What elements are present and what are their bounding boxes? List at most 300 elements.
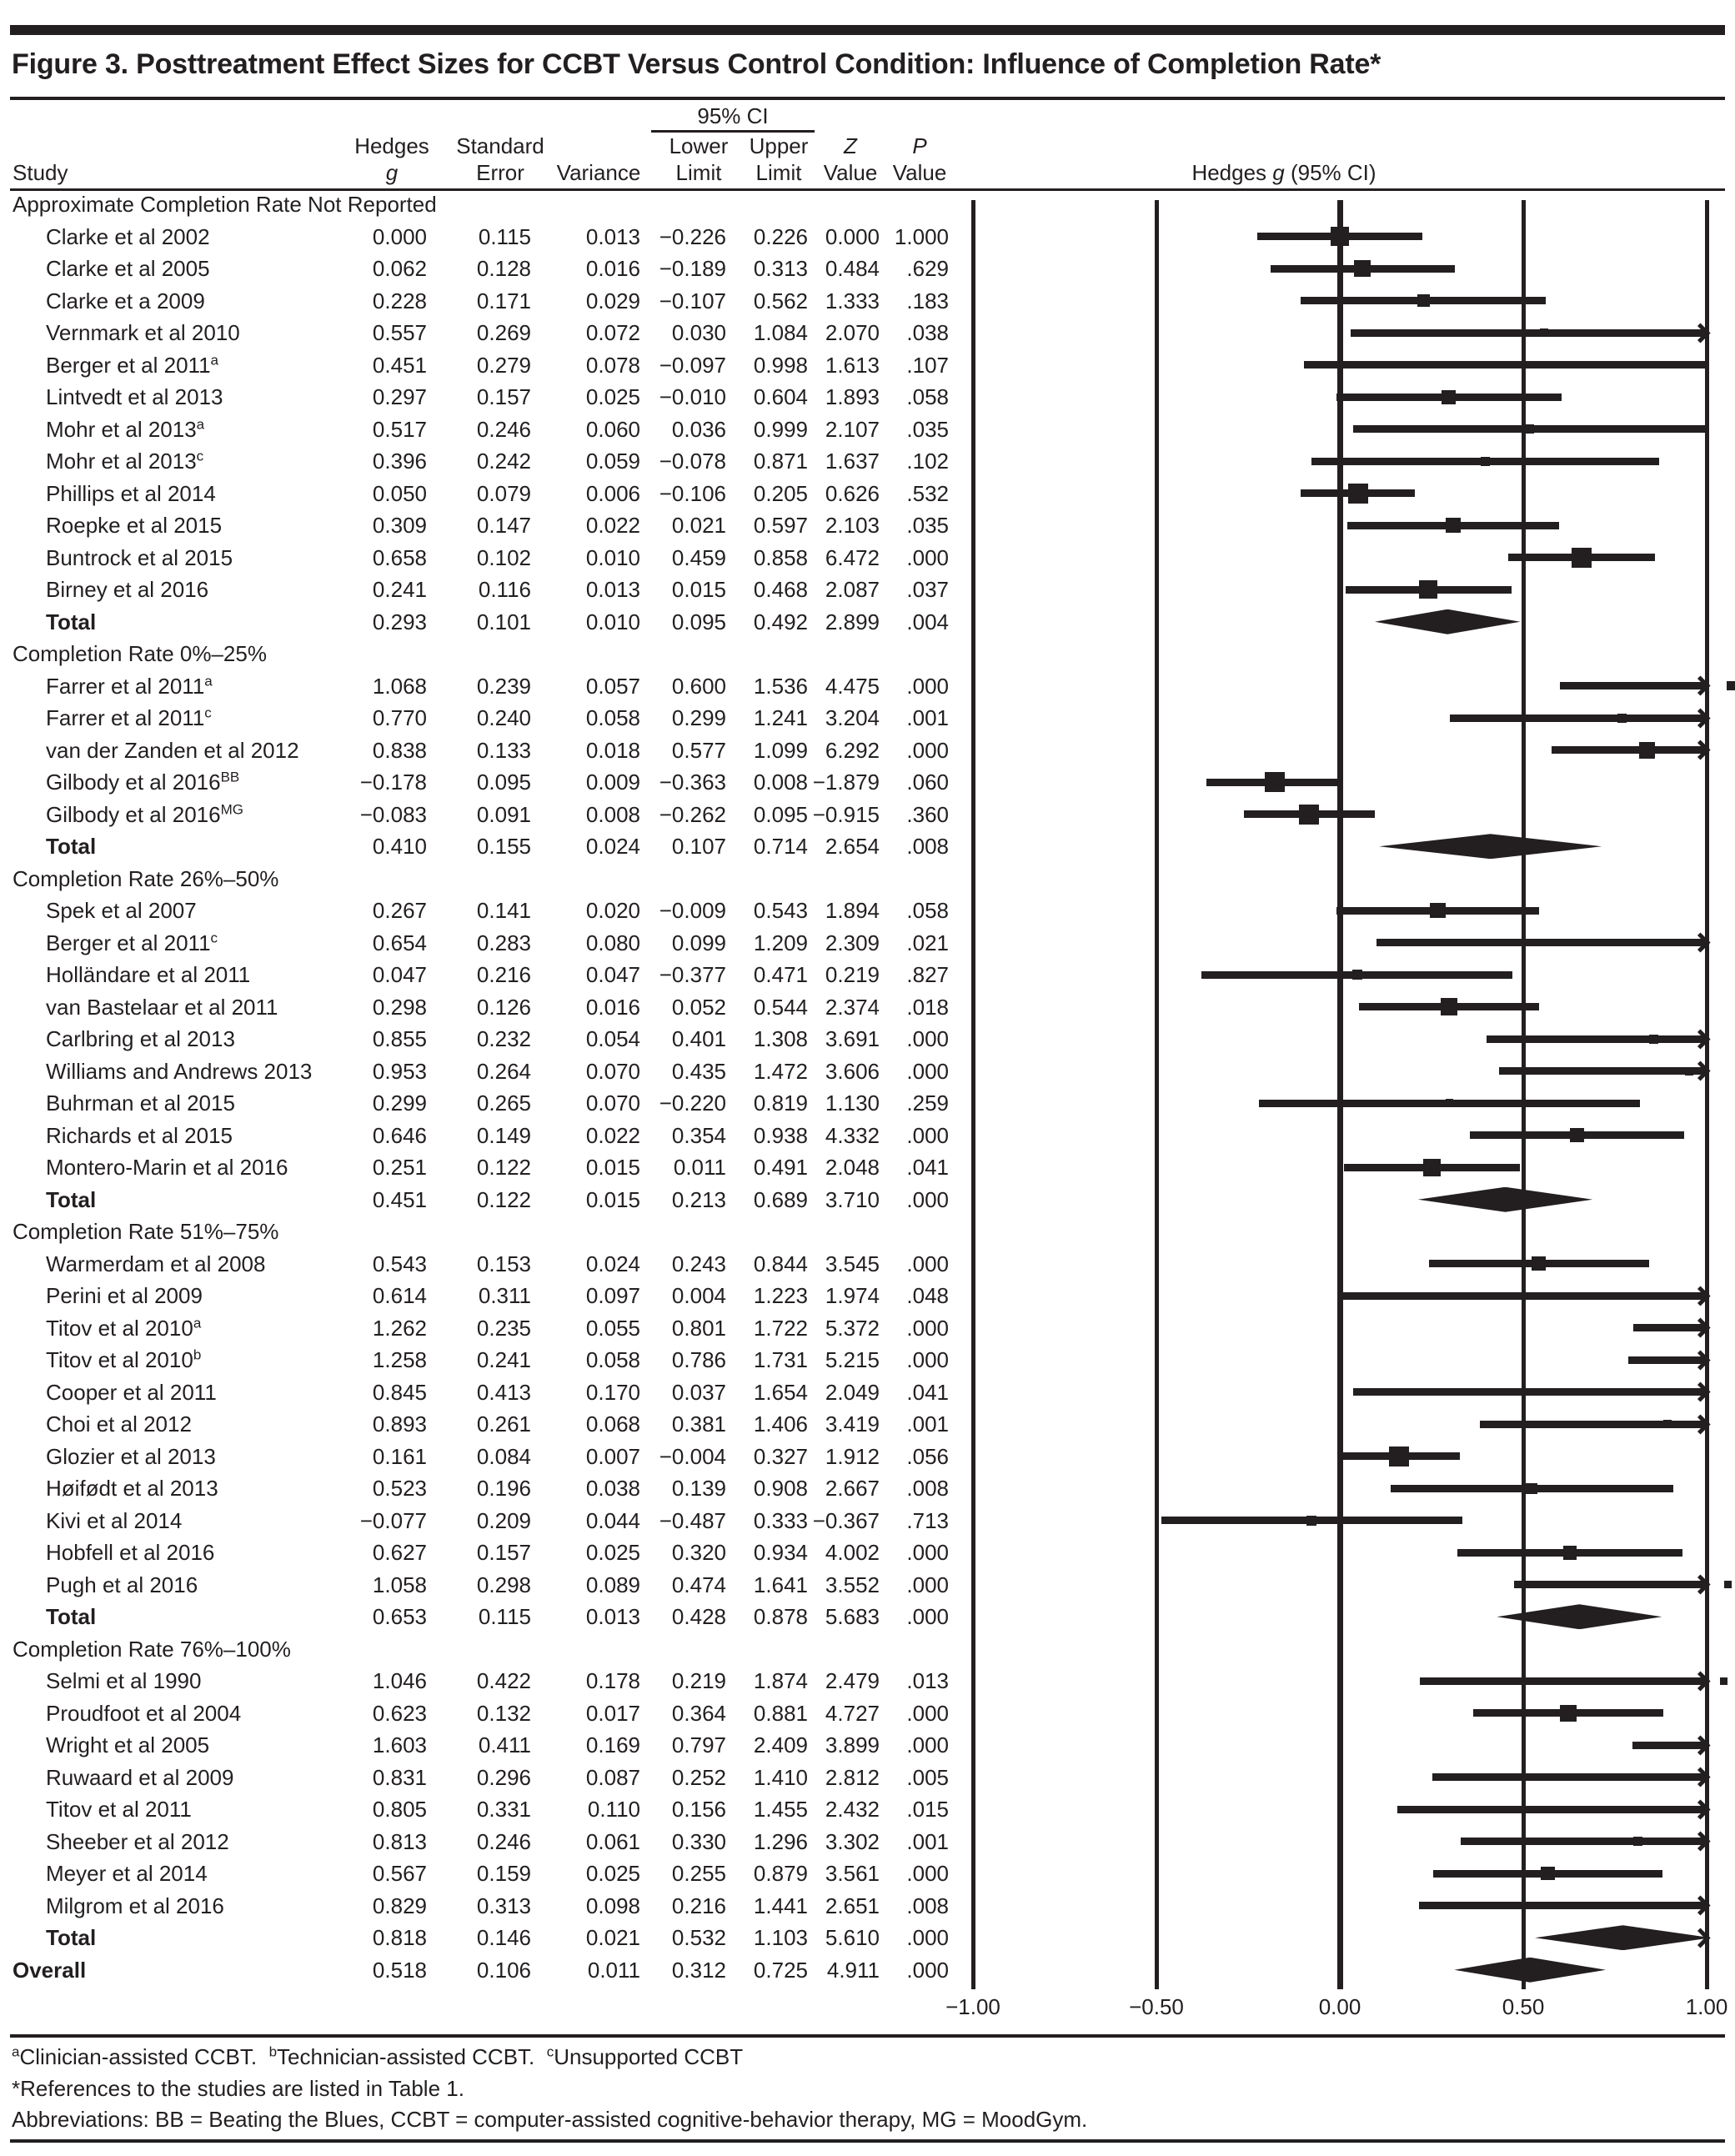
cell-g: 1.068 (372, 673, 427, 699)
point-estimate-marker (1576, 939, 1583, 946)
cell-lower: 0.216 (671, 1893, 726, 1918)
cell-lower: 0.435 (671, 1058, 726, 1084)
cell-variance: 0.021 (585, 1925, 640, 1950)
point-estimate-marker (1354, 260, 1371, 277)
cell-z: 1.974 (825, 1283, 880, 1308)
table-row (0, 766, 1735, 799)
cell-p: .000 (906, 1026, 949, 1051)
header-95ci: 95% CI (697, 103, 769, 128)
study-label: Richards et al 2015 (46, 1122, 233, 1148)
cell-se: 0.413 (476, 1379, 531, 1405)
axis-tick-label: 0.50 (1502, 1994, 1545, 2019)
cell-p: .102 (906, 449, 949, 474)
cell-upper: 1.103 (753, 1925, 808, 1950)
cell-variance: 0.022 (585, 513, 640, 538)
cell-variance: 0.058 (585, 1347, 640, 1372)
cell-z: −1.879 (812, 770, 880, 795)
cell-variance: 0.018 (585, 737, 640, 763)
cell-lower: −0.010 (659, 384, 726, 409)
cell-se: 0.283 (476, 930, 531, 955)
table-row (0, 285, 1735, 318)
point-estimate-marker (1646, 1388, 1653, 1396)
table-row (0, 1120, 1735, 1152)
figure-title: Figure 3. Posttreatment Effect Sizes for CCBT Versus Control Condition: Influence of Completion Rate* (12, 48, 1381, 80)
ci-arrow-right-icon (1690, 1382, 1710, 1402)
study-label: Total (46, 1925, 97, 1950)
cell-upper: 0.226 (753, 223, 808, 249)
cell-z: 5.372 (825, 1315, 880, 1341)
cell-g: 0.646 (372, 1122, 427, 1148)
cell-z: 0.000 (825, 223, 880, 249)
study-superscript: a (196, 415, 205, 432)
cell-upper: 0.871 (753, 449, 808, 474)
point-estimate-marker (1633, 1837, 1642, 1846)
cell-lower: 0.312 (671, 1957, 726, 1983)
cell-se: 0.106 (476, 1957, 531, 1983)
table-row (0, 1858, 1735, 1890)
cell-se: 0.128 (476, 256, 531, 281)
point-estimate-marker (1639, 742, 1656, 759)
cell-upper: 0.714 (753, 834, 808, 859)
cell-z: 3.899 (825, 1732, 880, 1757)
cell-z: 2.432 (825, 1797, 880, 1822)
point-estimate-marker (1632, 1806, 1639, 1813)
cell-p: .000 (906, 1186, 949, 1212)
cell-g: 0.517 (372, 416, 427, 442)
cell-lower: −0.106 (659, 480, 726, 506)
cell-g: 0.410 (372, 834, 427, 859)
table-row (0, 991, 1735, 1024)
cell-lower: 0.474 (671, 1572, 726, 1597)
point-estimate-marker (1640, 1902, 1647, 1909)
plot-header-g: g (1272, 160, 1285, 185)
cell-variance: 0.072 (585, 320, 640, 345)
header-study: Study (13, 160, 68, 185)
ci-bar (1397, 1806, 1707, 1813)
study-label: Perini et al 2009 (46, 1283, 203, 1308)
point-estimate-marker (1417, 294, 1430, 307)
table-row (0, 1954, 1735, 1987)
cell-se: 0.159 (476, 1861, 531, 1886)
table-row (0, 445, 1735, 478)
cell-upper: 1.296 (753, 1828, 808, 1854)
cell-z: −0.915 (812, 801, 880, 827)
study-label: Mohr et al 2013$^c$ (46, 448, 204, 474)
section-header-row (0, 1216, 1735, 1248)
header-upper: Upper (749, 133, 809, 158)
ci-arrow-right-icon (1690, 1318, 1710, 1338)
ci-arrow-right-icon (1690, 1575, 1710, 1595)
table-row (0, 1472, 1735, 1505)
header-standard: Standard (456, 133, 544, 158)
cell-g: 0.653 (372, 1604, 427, 1629)
ci-bar (1560, 682, 1707, 689)
study-label: Farrer et al 2011$^a$ (46, 672, 213, 699)
cell-z: 4.002 (825, 1540, 880, 1565)
cell-upper: 1.731 (753, 1347, 808, 1372)
cell-variance: 0.070 (585, 1091, 640, 1116)
cell-p: .000 (906, 1604, 949, 1629)
header-limit-lower: Limit (675, 160, 722, 185)
point-estimate-marker (1727, 681, 1735, 690)
point-estimate-marker (1299, 805, 1319, 825)
cell-lower: 0.011 (673, 1155, 726, 1180)
cell-se: 0.279 (476, 352, 531, 378)
footnote-sup: c (546, 2043, 554, 2060)
point-estimate-marker (1532, 1256, 1546, 1271)
axis-tick-label: 1.00 (1685, 1994, 1728, 2019)
cell-variance: 0.015 (585, 1186, 640, 1212)
study-label: Roepke et al 2015 (46, 513, 223, 538)
ci-arrow-right-icon (1690, 676, 1710, 696)
cell-variance: 0.020 (585, 898, 640, 923)
axis-tick-label: 0.00 (1318, 1994, 1361, 2019)
table-row (0, 959, 1735, 991)
cell-z: 2.087 (825, 577, 880, 602)
point-estimate-marker (1663, 1420, 1672, 1428)
cell-p: .041 (906, 1155, 949, 1180)
table-row (0, 317, 1735, 349)
cell-p: .000 (906, 1572, 949, 1597)
study-label: Selmi et al 1990 (46, 1668, 202, 1693)
cell-z: 2.651 (825, 1893, 880, 1918)
cell-p: .001 (906, 1411, 949, 1436)
section-label: Approximate Completion Rate Not Reported (13, 192, 437, 217)
cell-z: 0.484 (825, 256, 880, 281)
cell-se: 0.235 (476, 1315, 531, 1341)
study-label: Overall (13, 1957, 87, 1983)
cell-se: 0.232 (476, 1026, 531, 1051)
point-estimate-marker (1446, 1099, 1454, 1107)
cell-g: 1.262 (372, 1315, 427, 1341)
cell-p: .000 (906, 1315, 949, 1341)
point-estimate-marker (1389, 1447, 1409, 1467)
cell-se: 0.101 (476, 609, 531, 634)
cell-se: 0.133 (476, 737, 531, 763)
table-row (0, 1890, 1735, 1923)
cell-z: 2.374 (825, 994, 880, 1020)
cell-lower: −0.004 (659, 1443, 726, 1469)
cell-p: .000 (906, 1540, 949, 1565)
cell-z: 2.654 (825, 834, 880, 859)
cell-p: .183 (906, 288, 949, 313)
point-estimate-marker (1306, 1516, 1316, 1526)
cell-z: 1.637 (825, 449, 880, 474)
ci-bar (1376, 939, 1707, 946)
cell-se: 0.091 (476, 801, 531, 827)
summary-diamond (1497, 1604, 1662, 1629)
cell-g: 0.829 (372, 1893, 427, 1918)
cell-lower: 0.354 (671, 1122, 726, 1148)
point-estimate-marker (1525, 424, 1534, 434)
cell-g: 1.058 (372, 1572, 427, 1597)
study-label: Berger et al 2011$^a$ (46, 351, 219, 378)
cell-p: .000 (906, 1925, 949, 1950)
point-estimate-marker (1331, 227, 1350, 246)
cell-p: .038 (906, 320, 949, 345)
cell-z: 5.610 (825, 1925, 880, 1950)
ci-arrow-right-icon (1690, 1414, 1710, 1434)
ci-bar (1461, 1838, 1707, 1845)
study-superscript: a (193, 1314, 202, 1331)
cell-upper: 0.908 (753, 1476, 808, 1501)
cell-upper: 1.455 (753, 1797, 808, 1822)
cell-variance: 0.013 (585, 1604, 640, 1629)
table-row (0, 1697, 1735, 1730)
study-superscript: c (204, 704, 212, 721)
study-label: Meyer et al 2014 (46, 1861, 208, 1886)
cell-g: 0.228 (372, 288, 427, 313)
study-label: van Bastelaar et al 2011 (46, 994, 278, 1020)
cell-p: .008 (906, 834, 949, 859)
cell-lower: −0.226 (659, 223, 726, 249)
cell-se: 0.084 (476, 1443, 531, 1469)
cell-p: .037 (906, 577, 949, 602)
study-label: Pugh et al 2016 (46, 1572, 198, 1597)
cell-z: 6.472 (825, 544, 880, 570)
study-label: Total (46, 1186, 97, 1212)
study-label: Total (46, 1604, 97, 1629)
cell-lower: 0.037 (671, 1379, 726, 1405)
cell-p: .000 (906, 1347, 949, 1372)
ci-arrow-right-icon (1690, 1896, 1710, 1916)
cell-variance: 0.013 (585, 577, 640, 602)
cell-g: 0.953 (372, 1058, 427, 1084)
summary-diamond (1379, 834, 1602, 859)
cell-lower: 0.364 (671, 1700, 726, 1726)
header-variance: Variance (556, 160, 641, 185)
cell-z: 3.204 (825, 705, 880, 730)
cell-lower: 0.156 (671, 1797, 726, 1822)
header-error: Error (476, 160, 524, 185)
ci-arrow-right-icon (1690, 708, 1710, 728)
cell-g: 0.299 (372, 1091, 427, 1116)
cell-lower: 0.797 (671, 1732, 726, 1757)
point-estimate-marker (1423, 1159, 1441, 1176)
point-estimate-marker (1720, 1677, 1727, 1685)
study-superscript: a (204, 672, 213, 689)
ci-arrow-right-icon (1690, 1735, 1710, 1755)
cell-variance: 0.038 (585, 1476, 640, 1501)
summary-diamond (1418, 1187, 1592, 1212)
cell-g: −0.083 (359, 801, 427, 827)
cell-g: 0.251 (372, 1155, 427, 1180)
study-label: Holländare et al 2011 (46, 962, 251, 987)
cell-variance: 0.024 (585, 834, 640, 859)
cell-p: .015 (906, 1797, 949, 1822)
cell-z: 5.683 (825, 1604, 880, 1629)
cell-z: 4.332 (825, 1122, 880, 1148)
header-p: P (912, 133, 927, 158)
cell-g: 0.838 (372, 737, 427, 763)
cell-variance: 0.044 (585, 1507, 640, 1533)
cell-upper: 1.874 (753, 1668, 808, 1693)
point-estimate-marker (1352, 970, 1362, 980)
cell-se: 0.153 (476, 1251, 531, 1276)
cell-se: 0.422 (476, 1668, 531, 1693)
cell-se: 0.265 (476, 1091, 531, 1116)
cell-upper: 1.441 (753, 1893, 808, 1918)
table-row (0, 349, 1735, 382)
section-header-row (0, 638, 1735, 670)
cell-g: 0.267 (372, 898, 427, 923)
cell-z: 3.691 (825, 1026, 880, 1051)
cell-lower: 0.459 (671, 544, 726, 570)
point-estimate-marker (1348, 484, 1368, 504)
point-estimate-marker (1572, 548, 1592, 568)
cell-g: 0.543 (372, 1251, 427, 1276)
cell-se: 0.122 (476, 1186, 531, 1212)
cell-lower: 0.213 (671, 1186, 726, 1212)
study-superscript: c (210, 929, 218, 945)
cell-upper: 1.654 (753, 1379, 808, 1405)
cell-variance: 0.070 (585, 1058, 640, 1084)
cell-g: 0.831 (372, 1764, 427, 1790)
cell-lower: 0.036 (671, 416, 726, 442)
cell-lower: −0.363 (659, 770, 726, 795)
cell-se: 0.157 (476, 384, 531, 409)
ci-arrow-right-icon (1690, 323, 1710, 343)
section-header-row (0, 863, 1735, 895)
cell-upper: 0.333 (753, 1507, 808, 1533)
cell-z: −0.367 (812, 1507, 880, 1533)
summary-diamond (1375, 609, 1521, 634)
cell-g: 0.845 (372, 1379, 427, 1405)
cell-z: 5.215 (825, 1347, 880, 1372)
ci-arrow-right-icon (1690, 1286, 1710, 1306)
cell-upper: 1.406 (753, 1411, 808, 1436)
cell-variance: 0.008 (585, 801, 640, 827)
cell-z: 2.107 (825, 416, 880, 442)
cell-se: 0.122 (476, 1155, 531, 1180)
cell-upper: 0.562 (753, 288, 808, 313)
cell-se: 0.155 (476, 834, 531, 859)
header-g: g (385, 160, 399, 185)
cell-variance: 0.178 (585, 1668, 640, 1693)
point-estimate-marker (1540, 328, 1548, 337)
cell-se: 0.115 (478, 1604, 531, 1629)
cell-g: 0.658 (372, 544, 427, 570)
cell-g: 0.818 (372, 1925, 427, 1950)
cell-z: 2.899 (825, 609, 880, 634)
bottom-rule (10, 2139, 1725, 2143)
cell-se: 0.298 (476, 1572, 531, 1597)
cell-g: 0.451 (372, 1186, 427, 1212)
cell-se: 0.196 (476, 1476, 531, 1501)
cell-g: 0.062 (372, 256, 427, 281)
header-lower: Lower (669, 133, 729, 158)
cell-lower: 0.095 (671, 609, 726, 634)
cell-lower: 0.107 (671, 834, 726, 859)
ci-arrow-right-icon (1690, 1799, 1710, 1819)
cell-upper: 0.008 (753, 770, 808, 795)
cell-variance: 0.080 (585, 930, 640, 955)
footnote-sup: b (268, 2043, 278, 2060)
cell-upper: 0.491 (753, 1155, 808, 1180)
cell-upper: 1.223 (753, 1283, 808, 1308)
cell-lower: 0.139 (671, 1476, 726, 1501)
cell-p: .008 (906, 1476, 949, 1501)
cell-g: 0.451 (372, 352, 427, 378)
table-row (0, 414, 1735, 446)
ci-bar (1432, 1773, 1707, 1781)
cell-se: 0.216 (476, 962, 531, 987)
cell-p: .018 (906, 994, 949, 1020)
cell-variance: 0.169 (585, 1732, 640, 1757)
point-estimate-marker (1441, 998, 1458, 1015)
cell-se: 0.171 (476, 288, 531, 313)
cell-variance: 0.010 (585, 609, 640, 634)
study-superscript: MG (220, 800, 243, 817)
cell-p: .827 (906, 962, 949, 987)
cell-z: 3.606 (825, 1058, 880, 1084)
cell-variance: 0.097 (585, 1283, 640, 1308)
study-label: Kivi et al 2014 (46, 1507, 183, 1533)
cell-p: .004 (906, 609, 949, 634)
cell-upper: 0.934 (753, 1540, 808, 1565)
ci-underline (651, 130, 815, 133)
cell-z: 2.048 (825, 1155, 880, 1180)
study-label: Titov et al 2010$^a$ (46, 1314, 202, 1341)
ci-bar (1351, 329, 1707, 337)
table-row (0, 799, 1735, 831)
cell-z: 1.912 (825, 1443, 880, 1469)
cell-g: 1.258 (372, 1347, 427, 1372)
study-superscript: a (210, 351, 219, 368)
cell-z: 4.475 (825, 673, 880, 699)
cell-lower: 0.428 (671, 1604, 726, 1629)
section-header-row (0, 1633, 1735, 1666)
cell-variance: 0.060 (585, 416, 640, 442)
point-estimate-marker (1570, 1128, 1584, 1142)
table-row (0, 895, 1735, 927)
cell-upper: 0.879 (753, 1861, 808, 1886)
cell-lower: 0.320 (671, 1540, 726, 1565)
table-row (0, 1762, 1735, 1794)
study-label: Titov et al 2011 (46, 1797, 192, 1822)
study-label: Mohr et al 2013$^a$ (46, 415, 205, 442)
point-estimate-marker (1502, 361, 1509, 369)
footnote-superscripts: $^a$Clinician-assisted CCBT. $^b$Technician-assisted CCBT. $^c$Unsupported CCBT (12, 2043, 744, 2069)
cell-lower: 0.015 (671, 577, 726, 602)
cell-z: 2.667 (825, 1476, 880, 1501)
cell-p: 1.000 (894, 223, 949, 249)
section-label: Completion Rate 76%–100% (13, 1636, 291, 1662)
study-label: Titov et al 2010$^b$ (46, 1346, 202, 1372)
cell-lower: 0.532 (671, 1925, 726, 1950)
study-label: Cooper et al 2011 (46, 1379, 217, 1405)
cell-z: 2.812 (825, 1764, 880, 1790)
cell-variance: 0.025 (585, 1540, 640, 1565)
cell-z: 3.545 (825, 1251, 880, 1276)
point-estimate-marker (1562, 1292, 1569, 1300)
axis-tick-label: −1.00 (945, 1994, 1000, 2019)
cell-variance: 0.017 (585, 1700, 640, 1726)
plot-header-pre: Hedges (1191, 160, 1273, 185)
point-estimate-marker (1446, 518, 1461, 533)
cell-variance: 0.016 (585, 994, 640, 1020)
cell-se: 0.147 (476, 513, 531, 538)
cell-lower: 0.401 (671, 1026, 726, 1051)
point-estimate-marker (1560, 1705, 1577, 1722)
cell-upper: 1.099 (753, 737, 808, 763)
table-row (0, 1344, 1735, 1376)
cell-lower: 0.219 (671, 1668, 726, 1693)
cell-se: 0.209 (476, 1507, 531, 1533)
cell-upper: 1.410 (753, 1764, 808, 1790)
cell-se: 0.149 (476, 1122, 531, 1148)
cell-p: .000 (906, 544, 949, 570)
